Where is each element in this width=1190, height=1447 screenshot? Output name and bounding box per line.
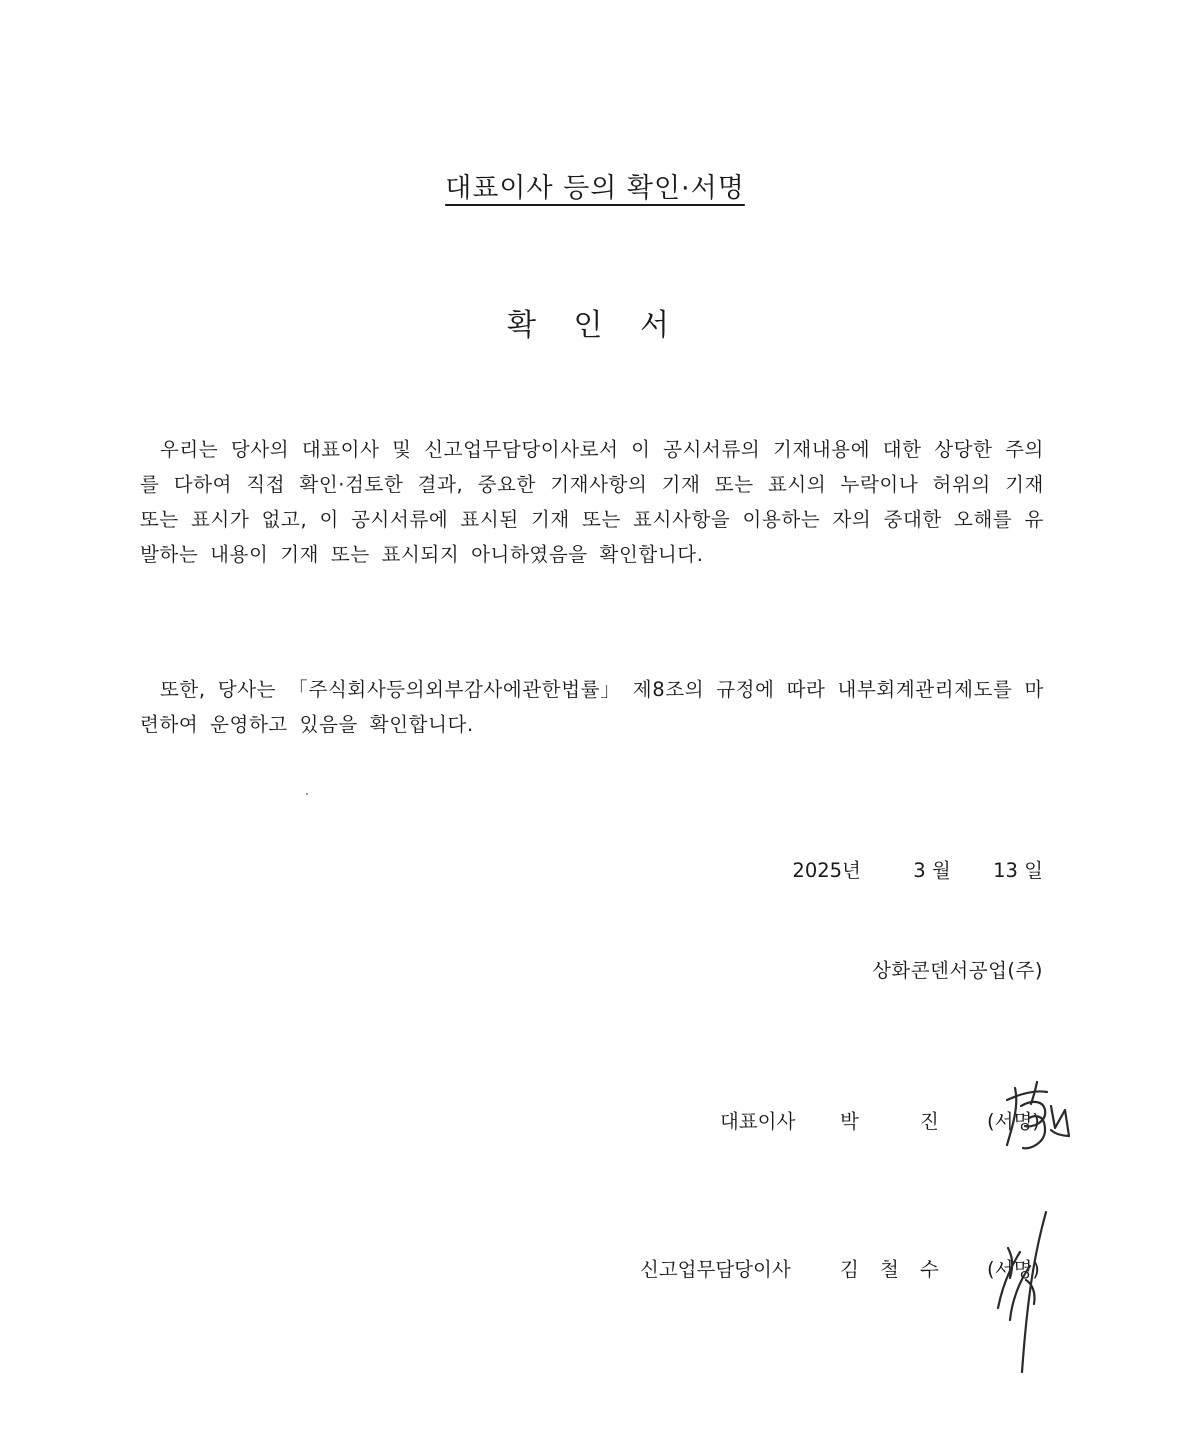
signatory-name-part: 수 — [920, 1258, 939, 1281]
date-day: 13 일 — [993, 859, 1043, 882]
internal-control-paragraph — [140, 672, 1044, 742]
signature-label: (서명) — [987, 1258, 1040, 1281]
company-name: 상화콘덴서공업(주) — [872, 959, 1043, 982]
ceo-signature-icon — [985, 1070, 1075, 1160]
document-date — [792, 855, 1043, 883]
signatory-name-part: 김 — [840, 1258, 859, 1281]
signatory-title: 대표이사 — [720, 1110, 796, 1133]
signatory-title: 신고업무담당이사 — [640, 1258, 791, 1281]
signatory-name-part: 박 — [840, 1110, 859, 1133]
date-year: 2025년 — [792, 859, 861, 882]
scan-speck — [306, 793, 308, 795]
signature-label: (서명) — [987, 1110, 1040, 1133]
signatory-name-part: 철 — [880, 1258, 899, 1281]
confirmation-paragraph — [140, 432, 1044, 572]
document-heading — [0, 166, 1190, 205]
document-subtitle: 확 인 서 — [506, 308, 683, 343]
signatory-name-part: 진 — [920, 1110, 939, 1133]
paragraph1-text: 우리는 당사의 대표이사 및 신고업무담당이사로서 이 공시서류의 기재내용에 대한 상당한 주의를 다하여 직접 확인·검토한 결과, 중요한 기재사항의 기재 또는 표시의 누락이나 허위의 기재 또는 표시가 없고, 이 공시서류에 표시된 기재 또는 표시사항을 이용하는 자의 중대한 오해를 유발하는 내용이 기재 또는 표시되지 아니하였음을 확인합니다. — [140, 438, 1044, 566]
date-month: 3 월 — [913, 859, 951, 882]
heading-text: 대표이사 등의 확인·서명 — [445, 173, 745, 204]
paragraph2-text: 또한, 당사는 「주식회사등의외부감사에관한법률」 제8조의 규정에 따라 내부회계관리제도를 마련하여 운영하고 있음을 확인합니다. — [140, 678, 1044, 736]
director-signature-icon — [990, 1208, 1060, 1378]
